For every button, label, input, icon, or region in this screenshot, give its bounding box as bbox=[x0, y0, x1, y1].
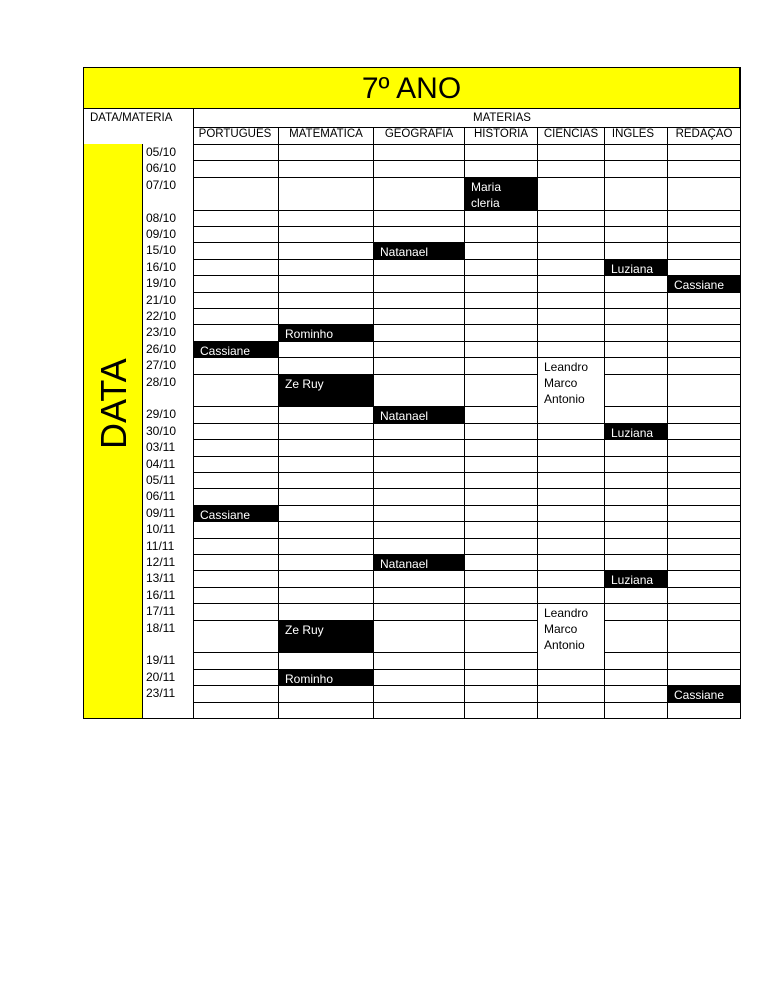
date-cell: 11/11 bbox=[146, 538, 175, 553]
date-column-line bbox=[142, 144, 143, 718]
assignment-cell: Leandro Marco Antonio bbox=[538, 604, 604, 669]
header-separator bbox=[193, 127, 741, 128]
row-line bbox=[193, 324, 741, 325]
date-cell: 16/10 bbox=[146, 259, 177, 274]
date-cell: 04/11 bbox=[146, 456, 176, 471]
assignment-cell: Ze Ruy bbox=[279, 375, 373, 407]
row-line bbox=[193, 685, 741, 686]
date-cell: 22/10 bbox=[146, 309, 177, 323]
assignment-cell: Ze Ruy bbox=[279, 621, 373, 653]
row-line bbox=[193, 210, 741, 211]
date-cell: 20/11 bbox=[146, 669, 176, 684]
row-line bbox=[193, 226, 741, 227]
date-cell: 16/11 bbox=[146, 587, 176, 602]
bottom-border bbox=[83, 718, 741, 719]
assignment-cell: Natanael bbox=[374, 243, 464, 258]
left-border bbox=[83, 67, 84, 718]
row-line bbox=[193, 554, 741, 555]
row-line bbox=[193, 275, 741, 276]
row-line bbox=[193, 160, 741, 161]
column-header: PORTUGUES bbox=[198, 128, 272, 140]
date-cell: 18/11 bbox=[146, 620, 176, 635]
assignment-cell: Leandro Marco Antonio bbox=[538, 358, 604, 423]
schedule-sheet bbox=[83, 67, 741, 719]
row-line bbox=[193, 587, 741, 588]
date-cell: 29/10 bbox=[146, 407, 177, 422]
assignment-cell: Luziana bbox=[605, 260, 667, 275]
row-line bbox=[193, 308, 741, 309]
assignment-cell: Luziana bbox=[605, 571, 667, 586]
assignment-cell: Luziana bbox=[605, 424, 667, 439]
column-header: INGLES bbox=[611, 128, 655, 140]
column-header: CIENCIAS bbox=[543, 128, 599, 140]
date-cell: 03/11 bbox=[146, 440, 176, 455]
header-divider bbox=[193, 109, 194, 718]
date-cell: 19/10 bbox=[146, 276, 177, 291]
row-line bbox=[193, 374, 741, 375]
date-cell: 10/11 bbox=[146, 522, 176, 537]
date-cell: 09/11 bbox=[146, 505, 176, 520]
assignment-cell: Cassiane bbox=[194, 506, 278, 521]
date-cell: 13/11 bbox=[146, 571, 176, 586]
date-cell: 28/10 bbox=[146, 374, 177, 389]
row-line bbox=[193, 357, 741, 358]
assignment-cell: Cassiane bbox=[668, 276, 740, 291]
row-line bbox=[193, 456, 741, 457]
side-label: DATA bbox=[93, 358, 134, 449]
corner-label: DATA/MATERIA bbox=[90, 112, 173, 124]
title-banner bbox=[83, 67, 740, 109]
date-cell: 06/11 bbox=[146, 489, 176, 504]
row-line bbox=[193, 620, 741, 621]
column-header: REDAÇAO bbox=[675, 128, 733, 140]
date-cell: 09/10 bbox=[146, 227, 177, 241]
row-line bbox=[193, 144, 741, 145]
date-cell: 12/11 bbox=[146, 555, 176, 569]
row-line bbox=[193, 538, 741, 539]
row-line bbox=[193, 439, 741, 440]
subjects-group-label: MATERIAS bbox=[473, 112, 531, 124]
row-line bbox=[193, 242, 741, 243]
row-line bbox=[193, 406, 741, 407]
column-header: HISTORIA bbox=[473, 128, 529, 140]
date-cell: 23/10 bbox=[146, 325, 177, 340]
date-cell: 06/10 bbox=[146, 161, 177, 176]
date-cell: 30/10 bbox=[146, 423, 177, 438]
date-cell: 26/10 bbox=[146, 341, 177, 356]
assignment-cell: Maria cleria bbox=[465, 178, 537, 210]
assignment-cell: Cassiane bbox=[194, 342, 278, 357]
row-line bbox=[193, 669, 741, 670]
column-header: MATEMATICA bbox=[289, 128, 363, 140]
date-cell: 05/11 bbox=[146, 473, 176, 487]
assignment-cell: Cassiane bbox=[668, 686, 740, 701]
row-line bbox=[193, 603, 741, 604]
row-line bbox=[193, 652, 741, 653]
row-line bbox=[193, 488, 741, 489]
assignment-cell: Natanael bbox=[374, 407, 464, 422]
row-line bbox=[193, 472, 741, 473]
assignment-cell: Rominho bbox=[279, 670, 373, 685]
date-cell: 17/11 bbox=[146, 604, 176, 619]
date-cell: 21/10 bbox=[146, 292, 177, 307]
date-cell: 08/10 bbox=[146, 210, 177, 225]
row-line bbox=[193, 702, 741, 703]
row-line bbox=[193, 292, 741, 293]
column-header: GEOGRAFIA bbox=[384, 128, 454, 140]
date-cell: 27/10 bbox=[146, 358, 177, 373]
date-cell: 19/11 bbox=[146, 653, 176, 668]
assignment-cell: Rominho bbox=[279, 325, 373, 340]
date-cell: 05/10 bbox=[146, 145, 177, 159]
row-line bbox=[193, 521, 741, 522]
date-cell: 15/10 bbox=[146, 243, 177, 258]
assignment-cell: Natanael bbox=[374, 555, 464, 570]
page-title: 7º ANO bbox=[361, 72, 462, 105]
date-cell: 07/10 bbox=[146, 177, 177, 192]
date-cell: 23/11 bbox=[146, 686, 176, 701]
